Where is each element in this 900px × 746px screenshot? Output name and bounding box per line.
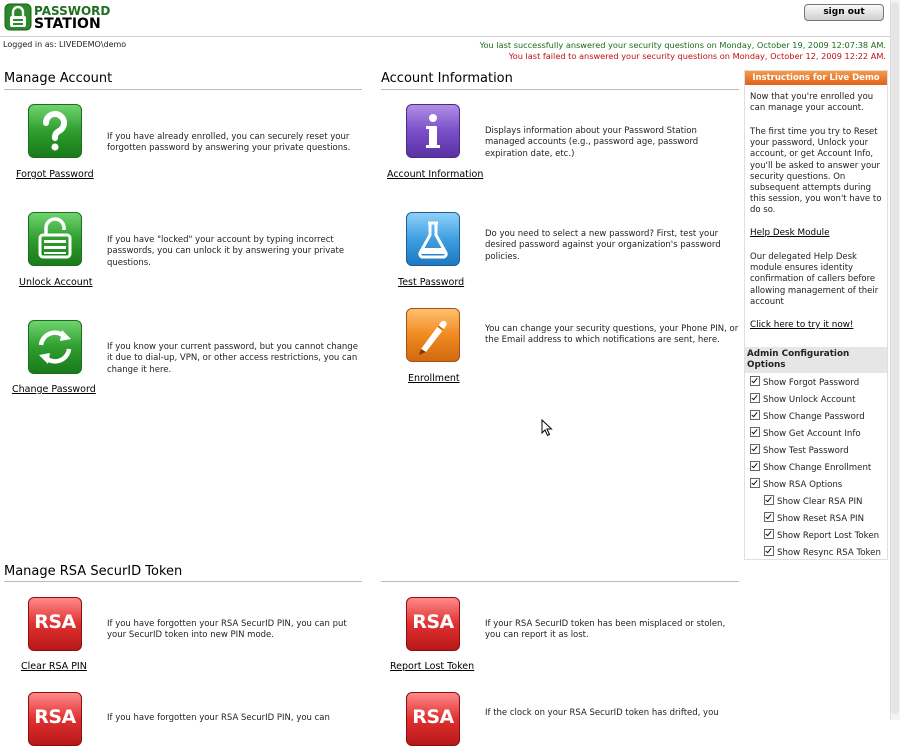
account-information-icon-button[interactable]: [406, 104, 460, 158]
checkbox[interactable]: [764, 495, 774, 505]
reset-rsa-pin-description: If you have forgotten your RSA SecurID PIN, you can: [107, 713, 330, 723]
test-password-link[interactable]: Test Password: [398, 277, 465, 288]
option-label: Show Change Enrollment: [763, 463, 872, 473]
flask-icon: [407, 213, 459, 265]
try-it-now-link[interactable]: Click here to try it now!: [750, 320, 854, 330]
clear-rsa-pin-link[interactable]: Clear RSA PIN: [21, 661, 87, 672]
forgot-password-description: If you have already enrolled, you can securely reset your forgotten password by answering your private questions.: [107, 132, 351, 154]
option-show-test-password[interactable]: [750, 444, 849, 456]
option-show-resync-rsa-token[interactable]: [764, 546, 881, 558]
option-show-unlock-account[interactable]: [750, 393, 855, 405]
option-show-change-enrollment[interactable]: [750, 461, 871, 473]
checkbox[interactable]: [750, 376, 760, 386]
clear-rsa-pin-description: If you have forgotten your RSA SecurID PIN, you can put your SecurID token into new PIN mode.: [107, 619, 347, 641]
checkbox[interactable]: [764, 546, 774, 556]
option-label: Show Test Password: [763, 446, 849, 456]
help-desk-module-link[interactable]: Help Desk Module: [750, 228, 830, 238]
checkbox[interactable]: [764, 512, 774, 522]
clear-rsa-pin-icon-button[interactable]: [28, 597, 82, 651]
option-label: Show Clear RSA PIN: [777, 497, 863, 507]
manage-account-title: Manage Account: [4, 71, 113, 86]
unlock-account-icon-button[interactable]: [28, 212, 82, 266]
rsa-icon: RSA: [34, 706, 76, 728]
sidebar-intro: Now that you're enrolled you can manage your account.: [750, 92, 874, 114]
option-label: Show Get Account Info: [763, 429, 861, 439]
unlock-account-description: If you have "locked" your account by typing incorrect passwords, you can unlock it by answering your private questions.: [107, 235, 345, 268]
option-label: Show Forgot Password: [763, 378, 860, 388]
account-information-divider: [381, 89, 739, 90]
mouse-pointer-icon: [541, 419, 553, 437]
refresh-arrows-icon: [29, 321, 81, 373]
option-label: Show Report Lost Token: [777, 531, 880, 541]
last-fail-message: You last failed to answered your security questions on Monday, October 12, 2009 12:22 AM.: [508, 51, 886, 61]
instructions-sidebar: [744, 70, 888, 560]
resync-rsa-token-description: If the clock on your RSA SecurID token has drifted, you: [485, 708, 719, 718]
rsa-icon: RSA: [34, 611, 76, 633]
logo-lock-icon: [4, 3, 32, 31]
checkbox[interactable]: [750, 478, 760, 488]
checkbox[interactable]: [750, 410, 760, 420]
report-lost-token-description: If your RSA SecurID token has been misplaced or stolen, you can report it as lost.: [485, 619, 726, 641]
change-password-icon-button[interactable]: [28, 320, 82, 374]
sidebar-header: Instructions for Live Demo: [745, 71, 887, 85]
pen-icon: [407, 309, 459, 361]
test-password-description: Do you need to select a new password? First, test your desired password against your organization's password policies.: [485, 229, 721, 262]
option-show-report-lost-token[interactable]: [764, 529, 879, 541]
checkbox[interactable]: [750, 427, 760, 437]
option-label: Show Unlock Account: [763, 395, 856, 405]
enrollment-description: You can change your security questions, your Phone PIN, or the Email address to which notifications are sent, here.: [485, 324, 739, 346]
rsa-icon: RSA: [412, 706, 454, 728]
last-success-message: You last successfully answered your security questions on Monday, October 19, 2009 12:07:38 AM.: [479, 40, 886, 50]
top-bar: [0, 0, 890, 37]
manage-rsa-divider: [4, 581, 362, 582]
unlock-account-link[interactable]: Unlock Account: [19, 277, 93, 288]
checkbox[interactable]: [764, 529, 774, 539]
change-password-description: If you know your current password, but you cannot change it due to dial-up, VPN, or other access restrictions, you can change it here.: [107, 342, 358, 375]
logged-in-as: Logged in as: LIVEDEMO\demo: [3, 40, 127, 49]
account-information-title: Account Information: [381, 71, 513, 86]
sign-out-button[interactable]: sign out: [804, 4, 884, 21]
checkbox[interactable]: [750, 393, 760, 403]
logo-text-password: PASSWORD: [34, 4, 111, 18]
forgot-password-icon-button[interactable]: [28, 104, 82, 158]
option-show-reset-rsa-pin[interactable]: [764, 512, 864, 524]
option-label: Show Reset RSA PIN: [777, 514, 864, 524]
account-information-link[interactable]: Account Information: [387, 169, 484, 180]
manage-account-divider: [4, 89, 362, 90]
option-label: Show Change Password: [763, 412, 865, 422]
forgot-password-link[interactable]: Forgot Password: [16, 169, 94, 180]
enrollment-icon-button[interactable]: [406, 308, 460, 362]
admin-config-title: Admin Configuration Options: [745, 347, 887, 373]
help-desk-description: Our delegated Help Desk module ensures identity confirmation of callers before allowing management of their account: [750, 252, 879, 307]
rsa-icon: RSA: [412, 611, 454, 633]
resync-rsa-token-icon-button[interactable]: [406, 692, 460, 746]
reset-rsa-pin-icon-button[interactable]: [28, 692, 82, 746]
password-station-logo[interactable]: [4, 3, 118, 32]
change-password-link[interactable]: Change Password: [12, 384, 96, 395]
checkbox[interactable]: [750, 461, 760, 471]
info-icon: [407, 105, 459, 157]
option-show-get-account-info[interactable]: [750, 427, 861, 439]
option-show-clear-rsa-pin[interactable]: [764, 495, 862, 507]
manage-rsa-title: Manage RSA SecurID Token: [4, 564, 183, 579]
padlock-icon: [29, 213, 81, 265]
option-show-change-password[interactable]: [750, 410, 865, 422]
report-lost-token-link[interactable]: Report Lost Token: [390, 661, 475, 672]
question-mark-icon: [29, 105, 81, 157]
option-show-forgot-password[interactable]: [750, 376, 859, 388]
enrollment-link[interactable]: Enrollment: [408, 373, 460, 384]
manage-rsa-divider-right: [381, 581, 739, 582]
checkbox[interactable]: [750, 444, 760, 454]
sidebar-instructions: The first time you try to Reset your password, Unlock your account, or get Account Info, you'll be asked to answer your security questions. On subsequent attempts during this session, you won't have to do so.: [750, 127, 882, 216]
report-lost-token-icon-button[interactable]: [406, 597, 460, 651]
account-information-description: Displays information about your Password Station managed accounts (e.g., password age, password expiration date, etc.): [485, 126, 699, 159]
option-label: Show RSA Options: [763, 480, 843, 490]
option-label: Show Resync RSA Token: [777, 548, 881, 558]
scrollbar-thumb[interactable]: [891, 2, 899, 714]
option-show-rsa-options[interactable]: [750, 478, 842, 490]
test-password-icon-button[interactable]: [406, 212, 460, 266]
logo-text-station: STATION: [34, 16, 101, 32]
